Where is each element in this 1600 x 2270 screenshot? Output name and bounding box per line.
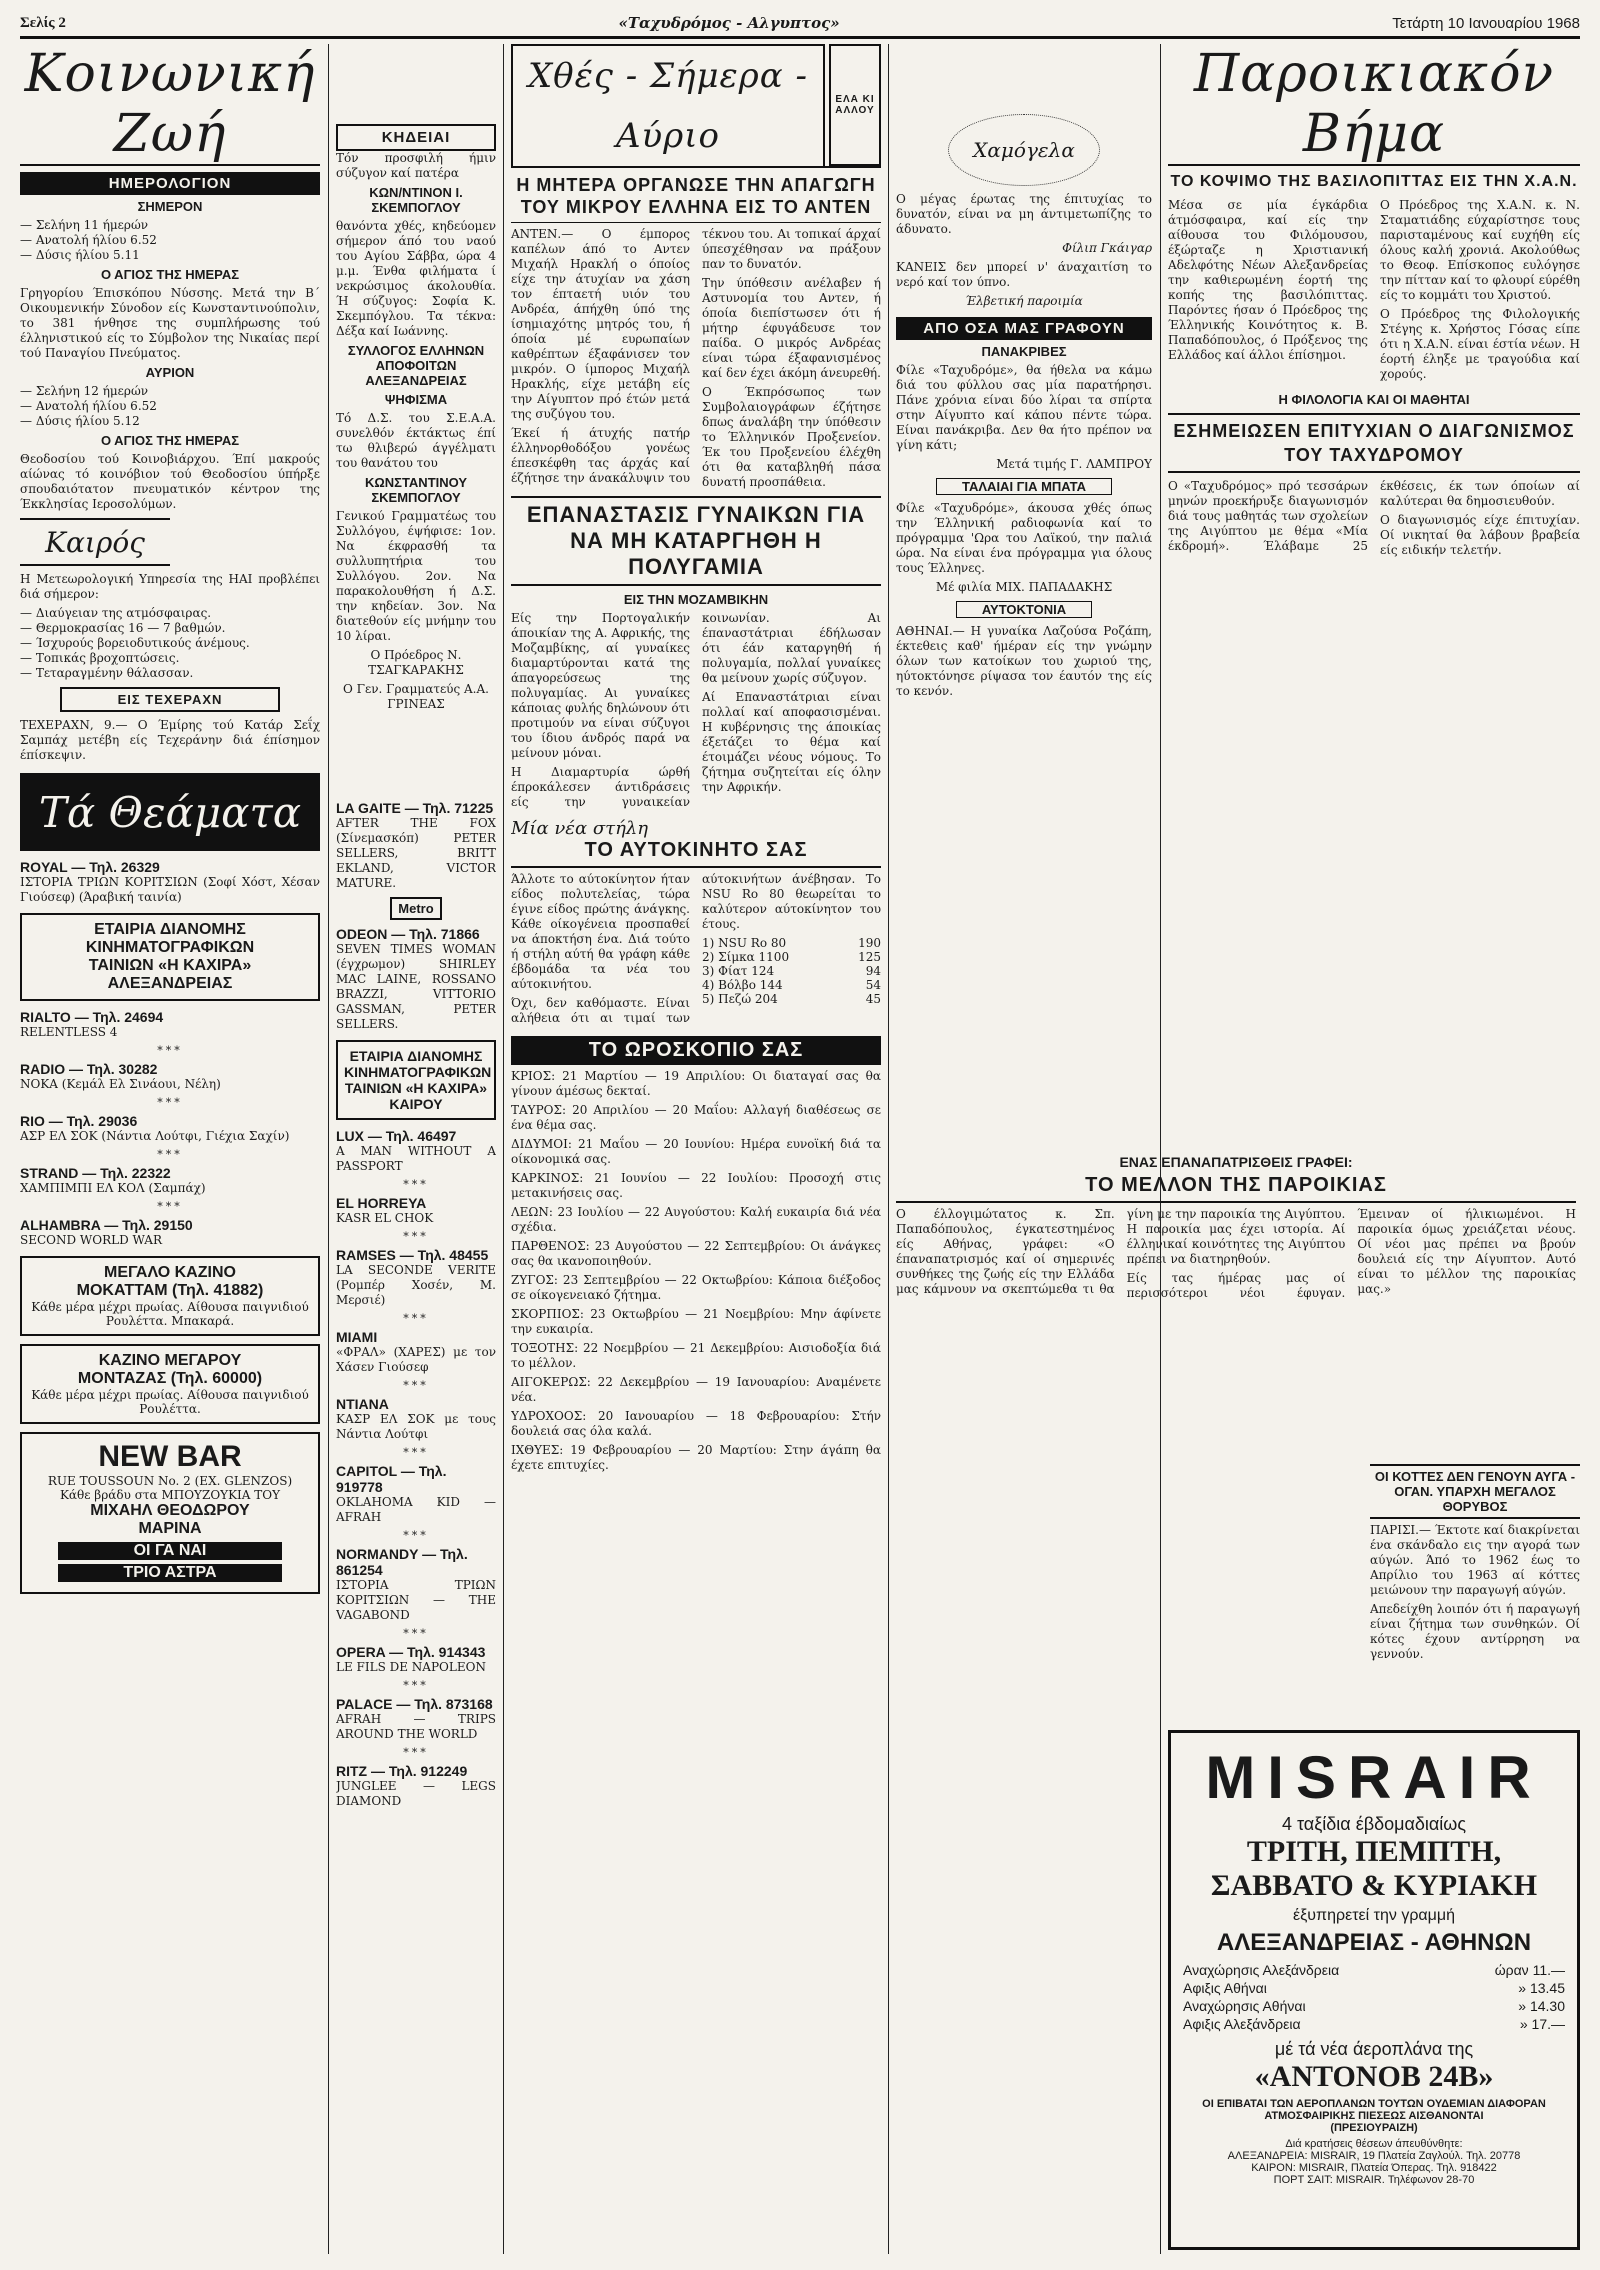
story-paragraph: Ο Έκπρόσωπος των Συμβολαιογράφων έζήτησε δπως άναλάβη την ύπόθεσιν το Έλληνικόν Προξενείον. Έκ του Προξενείου έλέχθη ότι θα καταβληθή πάσα δυνατή προσπάθεια. — [702, 385, 881, 489]
cinema-name: PALACE — Τηλ. 873168 — [336, 1696, 493, 1712]
ad-line: Κάθε βράδυ στα ΜΠΟΥΖΟΥΚΙΑ ΤΟΥ — [59, 1488, 281, 1502]
headline-kidnapping: Η ΜΗΤΕΡΑ ΟΡΓΑΝΩΣΕ ΤΗΝ ΑΠΑΓΩΓΗ ΤΟΥ ΜΙΚΡΟΥ ΕΛΛΗΝΑ ΕΙΣ ΤΟ ΑΝΤΕΝ — [511, 174, 881, 223]
schedule-row — [1175, 1961, 1573, 1979]
newspaper-page — [20, 10, 1580, 2260]
ad-line: ΚΑΙΡΟΥ — [389, 1096, 443, 1112]
car-row — [702, 950, 881, 964]
star-divider: *** — [403, 1746, 429, 1759]
cinema-film: LA SECONDE VERITE (Ρομπέρ Χοσέν, Μ. Μερσιέ) — [336, 1263, 496, 1307]
ad-line: ΤΑΙΝΙΩΝ «Η ΚΑΧΙΡΑ» — [88, 957, 252, 974]
cinema-film: «ΦΡΑΛ» (ΧΑΡΕΣ) με τον Χάσεν Γιούσεφ — [336, 1345, 496, 1374]
story-polygamy — [511, 611, 881, 810]
metro-logo — [336, 897, 496, 920]
misrair-brand: MISRAIR — [1205, 1744, 1543, 1811]
letter-text: Φίλε «Ταχυδρόμε», θα ήθελα να κάμω διά του φύλλου σας μία παρατήρησι. Πάνε χρόνια είναι δύο λίραι τα σπίρτα στην Αίγυπτο καί κάπου πέντε τώρα. Είναι πανάκριβα. Δεν θα ήτο πρέπον να γίνη κάτι; — [896, 363, 1152, 452]
eggs-paragraph: ΠΑΡΙΣΙ.— Έκτοτε καί διακρίνεται ένα σκάνδαλο εις την αγορά των αύγών. Άπό το 1962 έως το Απρίλιο του 1963 αί κόττες μειώνουν την παραγωγή αύγών. — [1370, 1523, 1580, 1597]
cinema-name: RIALTO — Τηλ. 24694 — [20, 1009, 164, 1025]
cinema-film: AFRAH — TRIPS AROUND THE WORLD — [336, 1712, 496, 1741]
misrair-ad — [1168, 1730, 1580, 2250]
cinema-name: ALHAMBRA — Τηλ. 29150 — [20, 1217, 193, 1233]
star-divider: *** — [403, 1679, 429, 1692]
association-body: Γενικού Γραμματέως του Συλλόγου, έψήφισε: 1ον. Να έκφρασθή τα συλλυπητήρια του Συλλόγου. 2ον. Να παρακολουθήση ή Δ.Σ. την κηδείαν. 3ον. Να διατεθούν είς μνήμην του 10 λίραι. — [336, 509, 496, 643]
distributor-ad — [20, 913, 320, 1001]
new-column-label: Μία νέα στήλη — [511, 818, 649, 839]
association-subtitle: ΨΗΦΙΣΜΑ — [384, 392, 448, 407]
repatriation-body — [896, 1207, 1576, 1301]
cinema-name: NTIANA — [336, 1396, 389, 1412]
horoscope-entry: ΥΔΡΟΧΟΟΣ: 20 Ιανουαρίου — 18 Φεβρουαρίου: Στήν δουλειά σας όλα καλά. — [511, 1409, 881, 1438]
column-social-life — [20, 44, 320, 2254]
horoscope-entry: ΚΑΡΚΙΝΟΣ: 21 Ιουνίου — 22 Ιουλίου: Προσοχή στις μετακινήσεις σας. — [511, 1171, 881, 1200]
star-divider: *** — [157, 1148, 183, 1161]
cinema-film: ΙΣΤΟΡΙΑ ΤΡΙΩΝ ΚΟΡΙΤΣΙΩΝ (Σοφί Χόστ, Χέσαν Γιούσεφ) (Άραβική ταινία) — [20, 875, 320, 904]
car-name: 2) Σίμκα 1100 — [702, 950, 790, 964]
cinema-film: LE FILS DE NAPOLEON — [336, 1660, 486, 1674]
schedule-label: Αφιξις Αλεξάνδρεια — [1183, 2016, 1301, 2032]
star-divider: *** — [157, 1200, 183, 1213]
star-divider: *** — [403, 1312, 429, 1325]
corner-author: Φίλιπ Γκάιγαρ — [1062, 241, 1152, 255]
misrair-line: ΑΛΕΞΑΝΔΡΕΙΑΣ - ΑΘΗΝΩΝ — [1216, 1929, 1532, 1956]
eggs-title: ΟΙ ΚΟΤΤΕΣ ΔΕΝ ΓΕΝΟΥΝ ΑΥΓΑ - ΟΓΑΝ. ΥΠΑΡΧΗ ΜΕΓΑΛΟΣ ΘΟΡΥΒΟΣ — [1370, 1464, 1580, 1519]
ad-line: ΜΟΝΤΑΖΑΣ (Τηλ. 60000) — [77, 1370, 263, 1387]
shows-header: Τά Θεάματα — [20, 773, 320, 851]
cinema-film: SECOND WORLD WAR — [20, 1233, 162, 1247]
misrair-line: ΤΡΙΤΗ, ΠΕΜΠΤΗ, — [1246, 1835, 1502, 1868]
cinema-film: ΑΣΡ ΕΛ ΣΟΚ (Νάντια Λούτφι, Γιέχια Σαχίν) — [20, 1129, 290, 1143]
association-text: Τό Δ.Σ. του Σ.Ε.Α.Α. συνελθόν έκτάκτως έπί τω θλιβερώ άγγέλματι του θανάτου του — [336, 411, 496, 470]
horoscope-entry: ΙΧΘΥΕΣ: 19 Φεβρουαρίου — 20 Μαρτίου: Στην άγάπη θα έχετε επιτυχίες. — [511, 1443, 881, 1472]
ad-line: Κάθε μέρα μέχρι πρωίας. Αίθουσα παιγνιδιού Ρουλέττα. — [31, 1388, 309, 1416]
ad-line: ΜΙΧΑΗΛ ΘΕΟΔΩΡΟΥ — [90, 1502, 250, 1519]
misrair-line: «ΑΝΤΟΝΟΒ 24Β» — [1254, 2060, 1494, 2093]
vasilopita-paragraph: Ο Πρόεδρος της Φιλολογικής Στέγης κ. Χρήστος Γόσας είπε ότι η Χ.Α.Ν. είναι έστία νέων. Η έορτή έληξε με τραγούδια καί χορούς. — [1380, 307, 1580, 381]
cinema-name: ODEON — Τηλ. 71866 — [336, 926, 480, 942]
cinema-film: ΧΑΜΠΙΜΠΙ ΕΛ ΚΟΛ (Σαμπάχ) — [20, 1181, 206, 1195]
story-paragraph: Την ύπόθεσιν ανέλαβεν ή Αστυνομία του Αντεν, ή όποία διεπίστωσεν ότι ή μήτηρ έφυγάδευσε τον παίδα. Ο μικρός Ανδρέας είναι τώρα έξαφανισμένος καί δεν έχει άκόμη άνευρεθή. — [702, 276, 881, 380]
ad-line: MOKATTAM (Τηλ. 41882) — [76, 1282, 264, 1299]
saint-today-text: Γρηγορίου Έπισκόπου Νύσσης. Μετά την Β΄ Οικουμενικήν Σύνοδον είς Κωνσταντινούπολιν, το 381 ήνθησε της συμπλήρωσης τού έλληνιστικού είς το Σύμβολον της Νικαίας περί τού Παναγίου Πνεύματος. — [20, 286, 320, 360]
headline-polygamy-sub: ΕΙΣ ΤΗΝ ΜΟΖΑΜΒΙΚΗΝ — [623, 592, 769, 607]
column-letters — [896, 44, 1152, 2254]
column-rule — [888, 44, 889, 2254]
star-divider: *** — [403, 1379, 429, 1392]
car-name: 1) NSU Ro 80 — [702, 936, 787, 950]
misrair-line: έξυπηρετεί την γραμμή — [1292, 1907, 1456, 1924]
cinema-film: ΙΣΤΟΡΙΑ ΤΡΙΩΝ ΚΟΡΙΤΣΙΩΝ — THE VAGABOND — [336, 1578, 496, 1622]
cinema-name: LUX — Τηλ. 46497 — [336, 1128, 457, 1144]
car-column — [511, 872, 881, 1026]
car-points: 125 — [858, 950, 881, 964]
letter-title: ΤΑΛΑΙΑΙ ΓΙΑ ΜΠΑΤΑ — [936, 478, 1112, 495]
horoscope-entry: ΤΟΞΟΤΗΣ: 22 Νοεμβρίου — 21 Δεκεμβρίου: Αισιοδοξία διά το μέλλον. — [511, 1341, 881, 1370]
corner-text: Ο μέγας έρωτας της έπιτυχίας το δυνατόν, είναι να μη άντιμετωπίζης το άδυνατο. — [896, 192, 1152, 236]
school-paragraph: Ο «Ταχυδρόμος» πρό τεσσάρων μηνών προεκήρυξε διαγωνισμόν διά τους μαθητάς των σχολείων της Αιγύπτου με θέμα «Μία έκδρομή». Έλάβαμε 25 έκθέσεις, έκ των όποίων αί καλύτεραι θα δημοσιευθούν. — [1168, 479, 1580, 553]
saint-today-title: Ο ΑΓΙΟΣ ΤΗΣ ΗΜΕΡΑΣ — [100, 267, 240, 282]
schedule-label: Αναχώρησις Αλεξάνδρεια — [1183, 1962, 1340, 1978]
column-rule — [328, 44, 329, 2254]
ad-line: ΜΑΡΙΝΑ — [138, 1520, 202, 1537]
ad-line: ΤΡΙΟ ΑΣΤΡΑ — [58, 1564, 282, 1582]
car-points: 190 — [858, 936, 881, 950]
casino-ad-mokattam — [20, 1256, 320, 1336]
ad-line: ΤΑΙΝΙΩΝ «Η ΚΑΧΙΡΑ» — [344, 1080, 488, 1096]
association-name: ΚΩΝΣΤΑΝΤΙΝΟΥ ΣΚΕΜΠΟΓΛΟΥ — [364, 475, 468, 505]
car-points: 54 — [865, 978, 881, 992]
misrair-line: ΠΟΡΤ ΣΑΙΤ: MISRAIR. Τηλέφωνον 28-70 — [1273, 2174, 1475, 2186]
repatriation-title: ΕΝΑΣ ΕΠΑΝΑΠΑΤΡΙΣΘΕΙΣ ΓΡΑΦΕΙ: — [1119, 1154, 1353, 1170]
car-paragraph: Όχι, δεν καθόμαστε. Είναι αλήθεια ότι αι τιμαί των αύτοκινήτων άνέβησαν. Το ΝSU Ro 80 θεωρείται το καλύτερον αύτοκίνητον του έτους. — [511, 872, 881, 1025]
ad-line: NEW BAR — [98, 1440, 242, 1473]
obituary-name: ΚΩΝ/ΝΤΙΝΟΝ Ι. ΣΚΕΜΠΟΓΛΟΥ — [369, 185, 463, 215]
letter-sign: Μέ φιλία ΜΙΧ. ΠΑΠΑΔΑΚΗΣ — [935, 580, 1113, 594]
tomorrow-line: — Σελήνη 12 ήμερών — [20, 384, 149, 398]
cinema-name: CAPITOL — Τηλ. 919778 — [336, 1463, 447, 1495]
section-header-chthes: Χθές - Σήμερα - Αύριο — [511, 44, 825, 166]
column-obituaries-cinemas — [336, 44, 496, 2254]
weather-line: — Θερμοκρασίας 16 — 7 βαθμών. — [20, 621, 226, 635]
star-divider: *** — [403, 1529, 429, 1542]
calendar-title: ΗΜΕΡΟΛΟΓΙΟΝ — [20, 172, 320, 195]
cinema-name: RITZ — Τηλ. 912249 — [336, 1763, 468, 1779]
car-row — [702, 978, 881, 992]
star-divider: *** — [403, 1446, 429, 1459]
schedule-row — [1175, 2015, 1573, 2033]
new-bar-ad — [20, 1432, 320, 1594]
weather-text: Η Μετεωρολογική Υπηρεσία της ΗΑΙ προβλέπει διά σήμερον: — [20, 572, 320, 601]
association-title: ΣΥΛΛΟΓΟΣ ΕΛΛΗΝΩΝ ΑΠΟΦΟΙΤΩΝ ΑΛΕΞΑΝΔΡΕΙΑΣ — [347, 343, 485, 388]
column-rule — [503, 44, 504, 2254]
cinema-film: JUNGLEE — LEGS DIAMOND — [336, 1779, 496, 1808]
cinema-name: NORMANDY — Τηλ. 861254 — [336, 1546, 468, 1578]
repatriation-paragraph: Ο έλλογιμώτατος κ. Σπ. Παπαδόπουλος, έγκατεστημένος είς Αθήνας, γράφει: «Ο έπαναπατρισμός καί οί σημερινές συνθήκες της ζωής είς την Ελλάδα μας κάμνουν να σκεπτώμεθα τι θα γίνη με την παροικία της Αιγύπτου. Η παροικία μας έχει ιστορία. Αί έλληνικαί κοινότητες της Αιγύπτου πρέπει να διατηρηθούν. — [896, 1207, 1346, 1296]
ad-line: Κάθε μέρα μέχρι πρωίας. Αίθουσα παιγνιδιού Ρουλέττα. Μπακαρά. — [31, 1300, 309, 1328]
horoscope-entry: ΠΑΡΘΕΝΟΣ: 23 Αυγούστου — 22 Σεπτεμβρίου: Οι άνάγκες σας θα ικανοποιηθούν. — [511, 1239, 881, 1268]
page-number: Σελίς 2 — [20, 14, 66, 31]
horoscope-list — [511, 1069, 881, 1473]
star-divider: *** — [157, 1044, 183, 1057]
misrair-line: (ΠΡΕΣΙΟΥΡΑΙΖΗ) — [1330, 2122, 1418, 2134]
cinema-name: ROYAL — Τηλ. 26329 — [20, 859, 160, 875]
eis-texerahn-title: ΕΙΣ ΤΕΧΕΡΑΧΝ — [60, 687, 280, 712]
star-divider: *** — [403, 1178, 429, 1191]
proverb: ΚΑΝΕΙΣ δεν μπορεί ν' άναχαιτίση το νερό καί τον ύπνο. — [896, 260, 1152, 289]
horoscope-entry: ΚΡΙΟΣ: 21 Μαρτίου — 19 Απριλίου: Οι διαταγαί σας θα γίνουν άμέσως δεκταί. — [511, 1069, 881, 1098]
letter-title: ΠΑΝΑΚΡΙΒΕΣ — [981, 344, 1067, 359]
misrair-line: ΚΑΙΡΟΝ: MISRAIR, Πλατεία Όπερας. Τηλ. 918422 — [1251, 2162, 1497, 2174]
ad-line: ΚΙΝΗΜΑΤΟΓΡΑΦΙΚΩΝ — [344, 1064, 492, 1080]
school-paragraph: Ο διαγωνισμός είχε έπιτυχίαν. Οί νικηταί θα λάβουν βραβεία είς ειδικήν τελετήν. — [1380, 513, 1580, 557]
ad-line: ΑΛΕΞΑΝΔΡΕΙΑΣ — [107, 975, 233, 992]
section-header-row — [511, 44, 881, 168]
eggs-paragraph: Απεδείχθη λοιπόν ότι ή παραγωγή είναι ζήτημα των συνθηκών. Οί κότες έχουν αντίρρηση να γεννούν. — [1370, 1602, 1580, 1661]
association-sign: Ο Γεν. Γραμματεύς Α.Α. ΓΡΙΝΕΑΣ — [343, 682, 489, 711]
weather-line: — Διαύγειαν της ατμόσφαιρας. — [20, 606, 212, 620]
masthead — [20, 10, 1580, 39]
column-community — [1168, 44, 1580, 1144]
car-row — [702, 936, 881, 950]
casino-ad-montaza — [20, 1344, 320, 1424]
schedule-time: ώραν 11.— — [1494, 1962, 1565, 1978]
school-title: ΕΣΗΜΕΙΩΣΕΝ ΕΠΙΤΥΧΙΑΝ Ο ΔΙΑΓΩΝΙΣΜΟΣ ΤΟΥ ΤΑΧΥΔΡΟΜΟΥ — [1168, 413, 1580, 473]
story-paragraph: Είς την Πορτογαλικήν άποικίαν της Α. Αφρικής, της Μοζαμβίκης, αί γυναίκες διαμαρτύρονται κατά της άπαγορεύσεως της πολυγαμίας. Αι γυναίκες κάποιας φυλής δηλώνουν ότι προτιμούν να είναι σύζυγοι του ίδιου άνδρός παρά να μείνουν μόναι. — [511, 611, 690, 760]
cinema-film: RELENTLESS 4 — [20, 1025, 118, 1039]
tomorrow-line: — Δύσις ήλίου 5.12 — [20, 414, 140, 428]
crash-title: ΑΥΤΟΚΤΟΝΙΑ — [956, 601, 1092, 618]
cinema-name: EL HORREYA — [336, 1195, 427, 1211]
repatriation-paragraph: Είς τας ήμέρας μας οί περισσότεροι νέοι έφυγαν. Έμειναν οί ήλικιωμένοι. Η παροικία όμως χρειάζεται νέους. Οί νέοι μας πρέπει να βρούν δουλειά είς την Αίγυπτον. Αυτό είναι το μέλλον της παροικίας μας.» — [1126, 1207, 1576, 1300]
today-line: — Ανατολή ήλίου 6.52 — [20, 233, 157, 247]
horoscope-entry: ΑΙΓΟΚΕΡΩΣ: 22 Δεκεμβρίου — 19 Ιανουαρίου: Αναμένετε νέα. — [511, 1375, 881, 1404]
vasilopita-paragraph: Μέσα σε μία έγκάρδια άτμόσφαιρα, καί είς την αίθουσα του Φιλόμουσου, έξώρταζε η Χριστιανική Αδελφότης Νέων Αλεξανδρείας την καθιερωμένη έορτή της κοπής της βασιλόπιττας. Παρόντες ήσαν ό Πρόεδρος της Έλληνικής Κοινότητος κ. Β. Παπαδόπουλος, ό Πρόξενος της Ελλάδος καί άλλοι έπίσημοι. — [1168, 198, 1368, 362]
cinema-film: OKLAHOMA KID — AFRAH — [336, 1495, 496, 1524]
association-sign: Ο Πρόεδρος Ν. ΤΣΑΓΚΑΡΑΚΗΣ — [368, 648, 464, 677]
weather-line: — Τοπικάς βροχοπτώσεις. — [20, 651, 180, 665]
star-divider: *** — [157, 1096, 183, 1109]
cinema-name: RADIO — Τηλ. 30282 — [20, 1061, 158, 1077]
cinema-film: A MAN WITHOUT A PASSPORT — [336, 1144, 496, 1173]
car-name: 4) Βόλβο 144 — [702, 978, 783, 992]
vasilopita-title: ΤΟ ΚΟΨΙΜΟ ΤΗΣ ΒΑΣΙΛΟΠΙΤΤΑΣ ΕΙΣ ΤΗΝ Χ.Α.Ν. — [1170, 173, 1578, 190]
school-body — [1168, 479, 1580, 558]
ad-line: ΕΤΑΙΡΙΑ ΔΙΑΝΟΜΗΣ — [349, 1048, 483, 1064]
misrair-line: 4 ταξίδια έβδομαδιαίως — [1281, 1814, 1467, 1834]
horoscope-entry: ΛΕΩΝ: 23 Ιουλίου — 22 Αυγούστου: Καλή ευκαιρία διά νέα σχέδια. — [511, 1205, 881, 1234]
cinema-name: RAMSES — Τηλ. 48455 — [336, 1247, 489, 1263]
car-name: 3) Φίατ 124 — [702, 964, 775, 978]
repatriation-headline: ΤΟ ΜΕΛΛΟΝ ΤΗΣ ΠΑΡΟΙΚΙΑΣ — [896, 1174, 1576, 1203]
star-divider: *** — [403, 1230, 429, 1243]
schedule-time: » 17.— — [1519, 2016, 1565, 2032]
today-line: — Δύσις ήλίου 5.11 — [20, 248, 140, 262]
story-paragraph: ΑΝΤΕΝ.— Ο έμπορος καπέλων άπό το Αντεν Μιχαήλ Ηρακλή ο όποίος είχε την άτυχίαν να χάση τον έπταετή υιόν του Ανδρέα, άπήχθη ύπό της ίσημιαχότης μητρός του, ή όποία μέ ευρωπαίων καθρέπτων έξαφάνισεν τον μικρόν. Ο ίμπορος Μιχαήλ Ηρακλής, είχε μετάβη είς την Αίγυπτον πρό έτών μετά της συζύγου του. — [511, 227, 690, 421]
cinema-film: AFTER THE FOX (Σίνεμασκόπ) PETER SELLERS, BRITT EKLAND, VICTOR MATURE. — [336, 816, 496, 890]
schedule-row — [1175, 1979, 1573, 1997]
metro-logo-text: Metro — [390, 897, 441, 920]
tomorrow-label: ΑΥΡΙΟΝ — [145, 365, 195, 380]
car-name: 5) Πεζώ 204 — [702, 992, 778, 1006]
paper-name: «Ταχυδρόμος - Αλγυπτος» — [618, 14, 840, 32]
saint-tomorrow-title: Ο ΑΓΙΟΣ ΤΗΣ ΗΜΕΡΑΣ — [100, 433, 240, 448]
letters-title: ΑΠΟ ΟΣΑ ΜΑΣ ΓΡΑΦΟΥΝ — [896, 317, 1152, 340]
eggs-article — [1370, 1460, 1580, 1720]
vasilopita-paragraph: Ο Πρόεδρος της Χ.Α.Ν. κ. Ν. Σταματιάδης εύχαρίστησε τους παρισταμένους καί ευχήθη είς όλους καλή χρονιά. Ακολούθως το Θεοφ. Επίσκοπος ευλόγησε την πίτταν καί το φλουρί εύρέθη είς το κομμάτι του Χριστού. — [1380, 198, 1580, 302]
letter-sign: Μετά τιμής Γ. ΛΑΜΠΡΟΥ — [996, 457, 1152, 471]
cinema-film: ΚΑΣΡ ΕΛ ΣΟΚ με τους Νάντια Λούτφι — [336, 1412, 496, 1441]
obituary-intro: Τόν προσφιλή ήμιν σύζυγον καί πατέρα — [336, 151, 496, 180]
ad-line: ΕΤΑΙΡΙΑ ΔΙΑΝΟΜΗΣ — [94, 921, 246, 938]
story-paragraph: Έκεί ή άτυχής πατήρ έλληνορθοδόξου γονέως έπεσκέφθη τας άρχάς καί έζήτησε την άνακάλυψιν του τέκνου του. Αι τοπικαί άρχαί ύπεσχέθησαν να πράξουν παν το δυνατόν. — [511, 227, 881, 485]
vasilopita-body — [1168, 198, 1580, 382]
cinema-name: OPERA — Τηλ. 914343 — [336, 1644, 486, 1660]
story-paragraph: Αί Επαναστάτριαι είναι πολλαί καί αποφασισμέναι. Η κυβέρνησις της άποικίας έξετάζει το θέμα καί έτοιμάζει νέους νόμους. Το ζήτημα συζητείται είς όλην την Αφρικήν. — [702, 690, 881, 794]
story-kidnapping — [511, 227, 881, 490]
misrair-line: ΣΑΒΒΑΤΟ & ΚΥΡΙΑΚΗ — [1210, 1869, 1538, 1902]
car-points: 94 — [865, 964, 881, 978]
weather-line: — Τεταραγμένην θάλασσαν. — [20, 666, 194, 680]
horoscope-title: ΤΟ ΩΡΟΣΚΟΠΙΟ ΣΑΣ — [511, 1036, 881, 1065]
school-subtitle: Η ΦΙΛΟΛΟΓΙΑ ΚΑΙ ΟΙ ΜΑΘΗΤΑΙ — [1278, 392, 1470, 407]
column-rule — [1160, 44, 1161, 2254]
proverb-source: Έλβετική παροιμία — [965, 294, 1083, 308]
issue-date: Τετάρτη 10 Ιανουαρίου 1968 — [1392, 14, 1580, 32]
corner-title: Χαμόγελα — [948, 114, 1100, 186]
horoscope-entry: ΖΥΓΟΣ: 23 Σεπτεμβρίου — 22 Οκτωβρίου: Κάποια διέξοδος σε οίκογενειακό ζήτημα. — [511, 1273, 881, 1302]
cinema-film: ΝΟΚΑ (Κεμάλ Ελ Σινάουι, Νέλη) — [20, 1077, 221, 1091]
horoscope-entry: ΔΙΔΥΜΟΙ: 21 Μαΐου — 20 Ιουνίου: Ημέρα ευνοϊκή διά τα οίκονομικά σας. — [511, 1137, 881, 1166]
star-divider: *** — [403, 1627, 429, 1640]
horoscope-entry: ΤΑΥΡΟΣ: 20 Απριλίου — 20 Μαΐου: Αλλαγή διαθέσεως σε ένα θέμα σας. — [511, 1103, 881, 1132]
car-paragraph: Άλλοτε το αύτοκίνητον ήταν είδος πολυτελείας, τώρα έγινε είδος πρώτης άνάγκης. Κάθε οίκογένεια προσπαθεί να άποκτήση ένα. Διά τούτο ή στήλη αύτή θα γράφη κάθε έβδομάδα τα νέα του αύτοκινήτου. — [511, 872, 690, 991]
story-paragraph: Η Διαμαρτυρία ώρθή έπροκάλεσεν άντιδράσεις είς την γυναικείαν κοινωνίαν. Αι έπαναστάτριαι έδήλωσαν ότι έάν καταργηθή ή πολυγαμία, πολλαί γυναίκες θα μείνουν χωρίς σύζυγον. — [511, 611, 881, 809]
misrair-line: ΑΛΕΞΑΝΔΡΕΙΑ: MISRAIR, 19 Πλατεία Ζαγλούλ. Τηλ. 20778 — [1227, 2150, 1521, 2162]
repatriation-article — [896, 1150, 1576, 1450]
cinema-name: MIAMI — [336, 1329, 378, 1345]
crash-text: ΑΘΗΝΑΙ.— Η γυναίκα Λαζούσα Ροζάπη, έκτεθεις καθ' ήμέραν είς την γνώμην όλων των κατοίκων του χωριού της, ηύτοκτόνησε ρίψασα τον έαυτόν της είς το κενόν. — [896, 624, 1152, 698]
schedule-row — [1175, 1997, 1573, 2015]
ad-line: RUE TOUSSOUN No. 2 (EX. GLENZOS) — [47, 1474, 293, 1488]
cinema-name: STRAND — Τηλ. 22322 — [20, 1165, 171, 1181]
misrair-line: ΟΙ ΕΠΙΒΑΤΑΙ ΤΩΝ ΑΕΡΟΠΛΑΝΩΝ ΤΟΥΤΩΝ ΟΥΔΕΜΙΑΝ ΔΙΑΦΟΡΑΝ ΑΤΜΟΣΦΑΙΡΙΚΗΣ ΠΙΕΣΕΩΣ ΑΙΣΘΑΝΟΝΤΑΙ — [1202, 2098, 1546, 2122]
today-label: ΣΗΜΕΡΟΝ — [137, 199, 203, 214]
schedule-label: Αφιξις Αθήναι — [1183, 1980, 1267, 1996]
saint-tomorrow-text: Θεοδοσίου τού Κοινοβιάρχου. Έπί μακρούς αίώνας τό κοινόβιον τού Θεοδοσίου ύπήρξε σπουδαιότατον πνευματικόν κέντρον της Έκκλησίας Ιεροσολύμων. — [20, 452, 320, 511]
headline-polygamy: ΕΠΑΝΑΣΤΑΣΙΣ ΓΥΝΑΙΚΩΝ ΓΙΑ ΝΑ ΜΗ ΚΑΤΑΡΓΗΘΗ Η ΠΟΛΥΓΑΜΙΑ — [511, 496, 881, 586]
schedule-time: » 14.30 — [1518, 1998, 1565, 2014]
spacer — [336, 716, 496, 796]
section-header-social-life: Κοινωνική Ζωή — [20, 44, 320, 166]
cinema-name: LA GAITE — Τηλ. 71225 — [336, 800, 494, 816]
section-header-community: Παροικιακόν Βήμα — [1168, 44, 1580, 166]
obituaries-title: ΚΗΔΕΙΑΙ — [336, 124, 496, 151]
misrair-line: μέ τά νέα άεροπλάνα της — [1274, 2039, 1474, 2059]
obituary-body: θανόντα χθές, κηδεύομεν σήμερον άπό του ναού του Αγίου Σάββα, ώρα 4 μ.μ. Ένθα φιλήματα ί νεκρώσιμος άκολουθία. Ή σύζυγος: Σοφία Κ. Σκεμπόγλου. Τα τέκνα: Δέξα καί Ιωάννης. — [336, 219, 496, 338]
schedule-label: Αναχώρησις Αθήναι — [1183, 1998, 1306, 2014]
today-line: — Σελήνη 11 ήμερών — [20, 218, 149, 232]
ad-line: ΟΙ ΓΑ ΝΑΙ — [58, 1542, 282, 1560]
ad-line: ΚΙΝΗΜΑΤΟΓΡΑΦΙΚΩΝ — [85, 939, 255, 956]
column-yesterday-today-tomorrow — [511, 44, 881, 2254]
distributor-ad-cairo — [336, 1040, 496, 1120]
cinema-film: KASR EL CHOK — [336, 1211, 434, 1225]
car-column-title: ΤΟ ΑΥΤΟΚΙΝΗΤΟ ΣΑΣ — [511, 839, 881, 868]
car-points: 45 — [865, 992, 881, 1006]
misrair-line: Διά κρατήσεις θέσεων άπευθύνθητε: — [1285, 2138, 1463, 2150]
weather-line: — Ίσχυρούς βορειοδυτικούς άνέμους. — [20, 636, 250, 650]
eis-texerahn-text: ΤΕΧΕΡΑΧΝ, 9.— Ο Έμίρης τού Κατάρ Σεΐχ Σαμπάχ μετέβη είς Τεχεράνην διά έπίσημον έπίσκεψιν. — [20, 718, 320, 762]
ad-line: ΚΑΖΙΝΟ ΜΕΓΑΡΟΥ — [98, 1352, 242, 1369]
cinema-film: SEVEN TIMES WOMAN (έγχρωμον) SHIRLEY MAC LAINE, ROSSANO BRAZZI, VITTORIO GASSMAN, PETER SELLERS. — [336, 942, 496, 1031]
car-row — [702, 964, 881, 978]
ad-line: ΜΕΓΑΛΟ ΚΑΖΙΝΟ — [104, 1264, 236, 1281]
schedule-time: » 13.45 — [1518, 1980, 1565, 1996]
corner-box: ΕΛΑ ΚΙ ΑΛΛΟΥ — [829, 44, 881, 166]
weather-header: Καιρός — [20, 518, 170, 566]
car-row — [702, 992, 881, 1006]
letter-text: Φίλε «Ταχυδρόμε», άκουσα χθές όπως την Έλληνική ραδιοφωνία καί το πρόγραμμα 'Ωρα του Λαϊκού, την παλιά ώρα. Να είναι ένα πρόγραμμα για όλους τους Έλληνες. — [896, 501, 1152, 575]
tomorrow-line: — Ανατολή ήλίου 6.52 — [20, 399, 157, 413]
cinema-name: RIO — Τηλ. 29036 — [20, 1113, 138, 1129]
horoscope-entry: ΣΚΟΡΠΙΟΣ: 23 Οκτωβρίου — 21 Νοεμβρίου: Μην άφίνετε την ευκαιρία. — [511, 1307, 881, 1336]
